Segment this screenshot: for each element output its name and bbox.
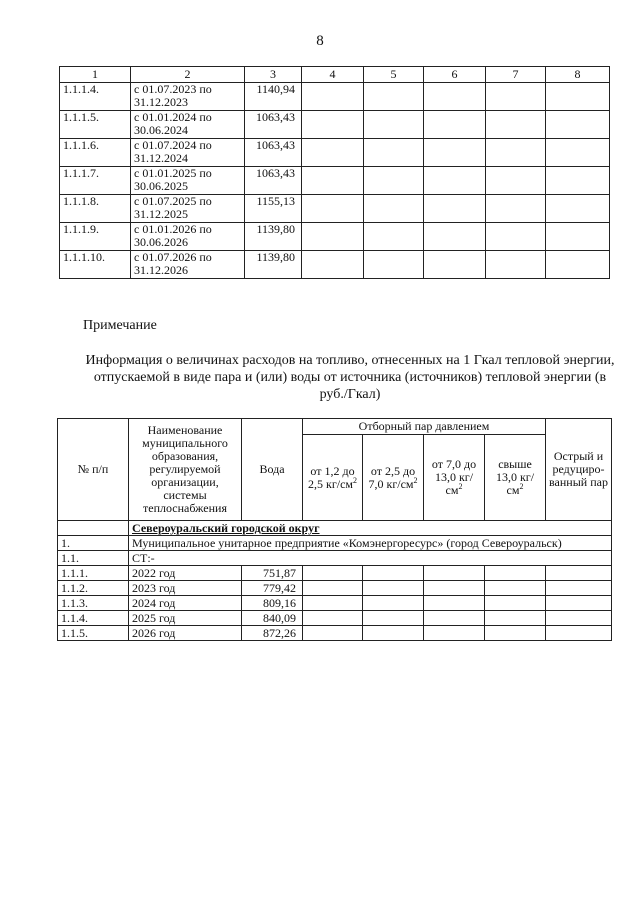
system-name: СТ:-: [129, 551, 612, 566]
header-steam-group: Отборный пар давлением: [303, 419, 546, 435]
empty-cell: [546, 251, 610, 279]
row-value: 872,26: [242, 626, 303, 641]
table-caption: Информация о величинах расходов на топливо, отнесенных на 1 Гкал тепловой энергии, отпускаемой в виде пара и (или) воды от источника (источников) тепловой энергии (в руб./Гкал): [85, 353, 615, 402]
header-water: Вода: [242, 419, 303, 521]
empty-cell: [485, 611, 546, 626]
header-steam-2: [363, 435, 424, 521]
header-row: [58, 419, 612, 435]
row-number: 1.1.1.9.: [60, 223, 131, 251]
empty-cell: [424, 195, 486, 223]
empty-cell: [546, 611, 612, 626]
empty-cell: [364, 195, 424, 223]
table-row: [60, 83, 610, 111]
empty-cell: [546, 566, 612, 581]
row-value: 840,09: [242, 611, 303, 626]
empty-cell: [485, 596, 546, 611]
row-value: 809,16: [242, 596, 303, 611]
table-row: [58, 626, 612, 641]
empty-cell: [303, 581, 363, 596]
row-year: 2024 год: [129, 596, 242, 611]
empty-cell: [424, 611, 485, 626]
row-period: с 01.07.2023 по 31.12.2023: [131, 83, 245, 111]
header-steam-3: [424, 435, 485, 521]
empty-cell: [302, 139, 364, 167]
row-period: с 01.01.2024 по 30.06.2024: [131, 111, 245, 139]
row-number: 1.1.1.10.: [60, 251, 131, 279]
row-value: 1063,43: [245, 167, 302, 195]
empty-cell: [546, 167, 610, 195]
column-header: 1: [60, 67, 131, 83]
table-row: [60, 195, 610, 223]
empty-cell: [363, 626, 424, 641]
empty-cell: [302, 251, 364, 279]
row-year: 2025 год: [129, 611, 242, 626]
empty-cell: [303, 596, 363, 611]
region-row: [58, 521, 612, 536]
empty-cell: [424, 223, 486, 251]
empty-cell: [486, 139, 546, 167]
row-year: 2022 год: [129, 566, 242, 581]
row-number: 1.1.4.: [58, 611, 129, 626]
row-number: 1.: [58, 536, 129, 551]
row-number: 1.1.1.7.: [60, 167, 131, 195]
tariff-continuation-table: [59, 66, 610, 279]
table-row: [58, 581, 612, 596]
empty-cell: [424, 626, 485, 641]
header-sharp-steam: Острый и редуциро-ванный пар: [546, 419, 612, 521]
header-steam-1: [303, 435, 363, 521]
row-number: 1.1.1.8.: [60, 195, 131, 223]
row-number: 1.1.1.5.: [60, 111, 131, 139]
empty-cell: [486, 251, 546, 279]
empty-cell: [58, 521, 129, 536]
empty-cell: [302, 223, 364, 251]
header-steam-2-text: от 2,5 до 7,0 кг/см: [368, 463, 416, 491]
empty-cell: [546, 223, 610, 251]
empty-cell: [424, 83, 486, 111]
row-value: 751,87: [242, 566, 303, 581]
column-header: 5: [364, 67, 424, 83]
organization-row: [58, 536, 612, 551]
column-number-row: [60, 67, 610, 83]
row-value: 1155,13: [245, 195, 302, 223]
empty-cell: [302, 111, 364, 139]
empty-cell: [302, 195, 364, 223]
table-row: [60, 111, 610, 139]
system-row: [58, 551, 612, 566]
row-year: 2023 год: [129, 581, 242, 596]
empty-cell: [486, 111, 546, 139]
row-value: 779,42: [242, 581, 303, 596]
empty-cell: [424, 167, 486, 195]
empty-cell: [486, 83, 546, 111]
superscript: 2: [353, 475, 357, 485]
empty-cell: [364, 251, 424, 279]
empty-cell: [424, 111, 486, 139]
table-row: [60, 251, 610, 279]
empty-cell: [424, 581, 485, 596]
table-row: [60, 139, 610, 167]
empty-cell: [363, 611, 424, 626]
row-value: 1139,80: [245, 223, 302, 251]
empty-cell: [424, 139, 486, 167]
table-row: [60, 223, 610, 251]
fuel-cost-table: [57, 418, 612, 641]
empty-cell: [363, 596, 424, 611]
column-header: 8: [546, 67, 610, 83]
row-period: с 01.01.2025 по 30.06.2025: [131, 167, 245, 195]
header-num: № п/п: [58, 419, 129, 521]
region-name: Североуральский городской округ: [129, 521, 612, 536]
row-value: 1063,43: [245, 111, 302, 139]
empty-cell: [303, 626, 363, 641]
note-label: Примечание: [83, 318, 157, 333]
empty-cell: [364, 167, 424, 195]
empty-cell: [546, 596, 612, 611]
column-header: 4: [302, 67, 364, 83]
page-number: 8: [316, 33, 324, 49]
empty-cell: [486, 167, 546, 195]
empty-cell: [363, 581, 424, 596]
superscript: 2: [519, 482, 524, 491]
row-number: 1.1.1.: [58, 566, 129, 581]
column-header: 2: [131, 67, 245, 83]
empty-cell: [485, 566, 546, 581]
empty-cell: [546, 626, 612, 641]
column-header: 3: [245, 67, 302, 83]
row-number: 1.1.1.6.: [60, 139, 131, 167]
empty-cell: [303, 611, 363, 626]
header-name: Наименование муниципального образования, регулируемой организации, системы теплоснабжения: [129, 419, 242, 521]
empty-cell: [546, 581, 612, 596]
empty-cell: [424, 566, 485, 581]
empty-cell: [546, 83, 610, 111]
header-steam-1-text: от 1,2 до 2,5 кг/см: [307, 463, 355, 491]
row-year: 2026 год: [129, 626, 242, 641]
empty-cell: [302, 83, 364, 111]
table-row: [58, 596, 612, 611]
table-row: [60, 167, 610, 195]
empty-cell: [364, 83, 424, 111]
row-period: с 01.07.2024 по 31.12.2024: [131, 139, 245, 167]
empty-cell: [485, 626, 546, 641]
organization-name: Муниципальное унитарное предприятие «Комэнергоресурс» (город Североуральск): [129, 536, 612, 551]
column-header: 7: [486, 67, 546, 83]
table-row: [58, 611, 612, 626]
row-value: 1063,43: [245, 139, 302, 167]
row-value: 1139,80: [245, 251, 302, 279]
row-number: 1.1.: [58, 551, 129, 566]
empty-cell: [546, 139, 610, 167]
header-steam-3-text: от 7,0 до 13,0 кг/см: [431, 457, 477, 497]
empty-cell: [486, 223, 546, 251]
row-period: с 01.07.2026 по 31.12.2026: [131, 251, 245, 279]
row-period: с 01.01.2026 по 30.06.2026: [131, 223, 245, 251]
empty-cell: [546, 111, 610, 139]
empty-cell: [364, 139, 424, 167]
column-header: 6: [424, 67, 486, 83]
header-steam-4-text: свыше 13,0 кг/см: [495, 457, 535, 497]
empty-cell: [546, 195, 610, 223]
superscript: 2: [413, 475, 418, 485]
row-period: с 01.07.2025 по 31.12.2025: [131, 195, 245, 223]
table-row: [58, 566, 612, 581]
empty-cell: [363, 566, 424, 581]
empty-cell: [485, 581, 546, 596]
empty-cell: [303, 566, 363, 581]
empty-cell: [302, 167, 364, 195]
row-value: 1140,94: [245, 83, 302, 111]
empty-cell: [364, 223, 424, 251]
empty-cell: [424, 596, 485, 611]
superscript: 2: [458, 482, 463, 491]
row-number: 1.1.2.: [58, 581, 129, 596]
row-number: 1.1.3.: [58, 596, 129, 611]
header-steam-4: [485, 435, 546, 521]
empty-cell: [486, 195, 546, 223]
row-number: 1.1.5.: [58, 626, 129, 641]
row-number: 1.1.1.4.: [60, 83, 131, 111]
empty-cell: [364, 111, 424, 139]
empty-cell: [424, 251, 486, 279]
